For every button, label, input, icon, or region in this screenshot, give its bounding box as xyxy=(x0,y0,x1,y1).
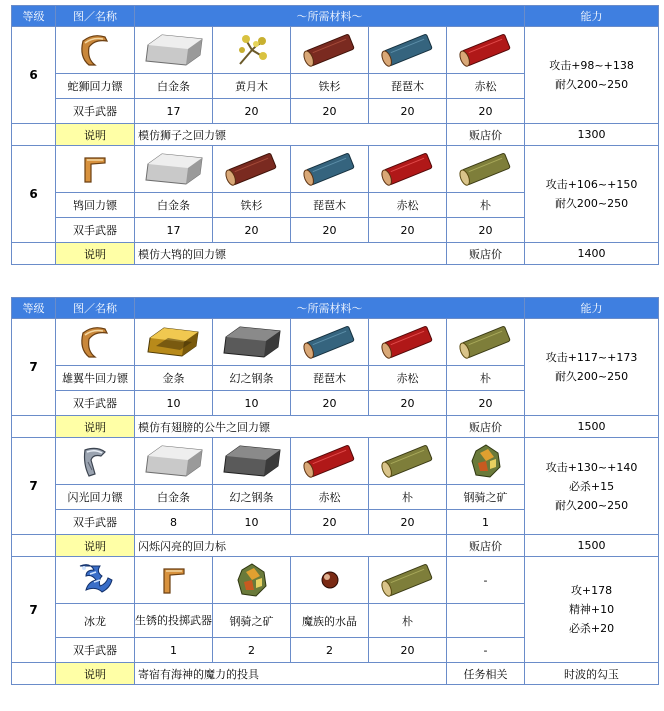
material-qty: 8 xyxy=(135,510,213,535)
pipa-log-icon xyxy=(369,27,447,74)
weapon-type: 双手武器 xyxy=(56,510,135,535)
material-qty: 20 xyxy=(291,99,369,124)
material-name: 琵琶木 xyxy=(369,74,447,99)
description-text: 模仿有翅膀的公牛之回力镖 xyxy=(135,416,447,438)
material-qty: 20 xyxy=(291,391,369,416)
explain-label: 说明 xyxy=(56,663,135,685)
weapon-name: 蛇狮回力镖 xyxy=(56,74,135,99)
empty-qty-dash: - xyxy=(447,638,525,663)
ability-line: 耐久200~250 xyxy=(554,370,629,383)
material-qty: 20 xyxy=(447,218,525,243)
recipe-description-row xyxy=(12,663,659,685)
crafting-table-1 xyxy=(11,5,659,265)
material-qty: 2 xyxy=(291,638,369,663)
ability-line: 必杀+15 xyxy=(568,479,615,493)
level-value: 6 xyxy=(12,27,56,124)
empty-material-dash: - xyxy=(447,557,525,604)
material-qty: 1 xyxy=(447,510,525,535)
material-qty: 20 xyxy=(369,391,447,416)
red-pine-log-icon xyxy=(369,146,447,193)
ability-line: 攻+178 xyxy=(570,584,613,597)
ability-cell xyxy=(525,319,659,416)
recipe-description-row xyxy=(12,535,659,557)
sell-price-label: 贩店价 xyxy=(447,243,525,265)
material-qty: 20 xyxy=(369,99,447,124)
level-value: 7 xyxy=(12,438,56,535)
material-qty: 20 xyxy=(291,510,369,535)
gold-bar-icon xyxy=(135,319,213,366)
sell-price-value: 1300 xyxy=(525,124,659,146)
level-value: 6 xyxy=(12,146,56,243)
material-qty: 10 xyxy=(135,391,213,416)
description-text: 闪烁闪亮的回力标 xyxy=(135,535,447,557)
material-qty: 20 xyxy=(213,218,291,243)
recipe-description-row xyxy=(12,243,659,265)
material-name: 金条 xyxy=(135,366,213,391)
material-name: 朴 xyxy=(369,604,447,638)
recipe-image-row xyxy=(12,146,659,193)
description-text: 寄宿有海神的魔力的投具 xyxy=(135,663,447,685)
platinum-bar-icon xyxy=(135,438,213,485)
recipe-description-row xyxy=(12,124,659,146)
materials-header: ～所需材料～ xyxy=(135,298,525,319)
weapon-type: 双手武器 xyxy=(56,99,135,124)
material-name: 黄月木 xyxy=(213,74,291,99)
boomerang-icon xyxy=(56,319,135,366)
ability-line: 精神+10 xyxy=(568,603,615,616)
weapon-type: 双手武器 xyxy=(56,391,135,416)
ability-header: 能力 xyxy=(525,6,659,27)
material-name: 赤松 xyxy=(369,193,447,218)
ability-cell xyxy=(525,27,659,124)
material-name: 朴 xyxy=(447,366,525,391)
material-qty: 17 xyxy=(135,218,213,243)
explain-label: 说明 xyxy=(56,416,135,438)
ability-line: 耐久200~250 xyxy=(554,498,629,512)
pu-log-icon xyxy=(369,557,447,604)
material-qty: 20 xyxy=(447,99,525,124)
ability-line: 攻击+98~+138 xyxy=(549,59,634,72)
material-qty: 1 xyxy=(135,638,213,663)
crafting-table-2 xyxy=(11,297,659,685)
description-text: 模仿狮子之回力镖 xyxy=(135,124,447,146)
steel-knight-ore-icon xyxy=(447,438,525,485)
recipe-image-row xyxy=(12,438,659,485)
platinum-bar-icon xyxy=(135,146,213,193)
ability-cell xyxy=(525,146,659,243)
ability-line: 耐久200~250 xyxy=(554,78,629,91)
level-value: 7 xyxy=(12,319,56,416)
pu-log-icon xyxy=(369,438,447,485)
red-pine-log-icon xyxy=(369,319,447,366)
ability-header: 能力 xyxy=(525,298,659,319)
yellow-moon-wood-icon xyxy=(213,27,291,74)
material-name: 赤松 xyxy=(291,485,369,510)
material-qty: 20 xyxy=(213,99,291,124)
picture-name-header: 图／名称 xyxy=(56,298,135,319)
material-qty: 10 xyxy=(213,510,291,535)
silver-boomerang-icon xyxy=(56,438,135,485)
sell-price-label: 贩店价 xyxy=(447,535,525,557)
material-qty: 2 xyxy=(213,638,291,663)
recipe-image-row xyxy=(12,557,659,604)
material-name: 白金条 xyxy=(135,193,213,218)
material-qty: 20 xyxy=(369,510,447,535)
ability-line: 攻击+106~+150 xyxy=(545,178,638,191)
material-name: 幻之钢条 xyxy=(213,485,291,510)
material-name: 赤松 xyxy=(369,366,447,391)
material-name: 钢骑之矿 xyxy=(213,604,291,638)
ability-line: 必杀+20 xyxy=(568,622,615,635)
pu-log-icon xyxy=(447,319,525,366)
material-qty: 10 xyxy=(213,391,291,416)
explain-label: 说明 xyxy=(56,243,135,265)
pipa-log-icon xyxy=(291,146,369,193)
material-qty: 20 xyxy=(447,391,525,416)
material-name: 铁杉 xyxy=(291,74,369,99)
phantom-steel-bar-icon xyxy=(213,438,291,485)
weapon-type: 双手武器 xyxy=(56,638,135,663)
red-pine-log-icon xyxy=(447,27,525,74)
table-header-row xyxy=(12,6,659,27)
rusty-boomerang-icon xyxy=(135,557,213,604)
pu-log-icon xyxy=(447,146,525,193)
sell-price-label: 贩店价 xyxy=(447,416,525,438)
iron-fir-log-icon xyxy=(291,27,369,74)
ability-line: 耐久200~250 xyxy=(554,197,629,210)
level-value: 7 xyxy=(12,557,56,663)
description-text: 模仿大鸨的回力镖 xyxy=(135,243,447,265)
material-name: 魔族的水晶 xyxy=(291,604,369,638)
ice-dragon-icon xyxy=(56,557,135,604)
level-header: 等级 xyxy=(12,6,56,27)
picture-name-header: 图／名称 xyxy=(56,6,135,27)
table-header-row xyxy=(12,298,659,319)
recipe-image-row xyxy=(12,319,659,366)
quest-related-label: 任务相关 xyxy=(447,663,525,685)
weapon-type: 双手武器 xyxy=(56,218,135,243)
recipe-description-row xyxy=(12,416,659,438)
demon-crystal-icon xyxy=(291,557,369,604)
explain-label: 说明 xyxy=(56,535,135,557)
steel-knight-ore-icon xyxy=(213,557,291,604)
material-name: 白金条 xyxy=(135,485,213,510)
weapon-name: 雄翼牛回力镖 xyxy=(56,366,135,391)
material-name: 朴 xyxy=(447,193,525,218)
weapon-name: 闪光回力镖 xyxy=(56,485,135,510)
ability-cell xyxy=(525,438,659,535)
platinum-bar-icon xyxy=(135,27,213,74)
sell-price-value: 1500 xyxy=(525,535,659,557)
explain-label: 说明 xyxy=(56,124,135,146)
material-qty: 20 xyxy=(369,638,447,663)
material-name: 幻之钢条 xyxy=(213,366,291,391)
material-name: 赤松 xyxy=(447,74,525,99)
material-qty: 17 xyxy=(135,99,213,124)
material-name: 白金条 xyxy=(135,74,213,99)
sell-price-value: 1500 xyxy=(525,416,659,438)
level-header: 等级 xyxy=(12,298,56,319)
quest-reward-value: 时波的勾玉 xyxy=(525,663,659,685)
ability-cell xyxy=(525,557,659,663)
iron-fir-log-icon xyxy=(213,146,291,193)
sell-price-label: 贩店价 xyxy=(447,124,525,146)
recipe-image-row xyxy=(12,27,659,74)
pipa-log-icon xyxy=(291,319,369,366)
phantom-steel-bar-icon xyxy=(213,319,291,366)
ability-line: 攻击+130~+140 xyxy=(545,460,638,474)
material-qty: 20 xyxy=(369,218,447,243)
weapon-name: 冰龙 xyxy=(56,604,135,638)
material-name: 铁杉 xyxy=(213,193,291,218)
red-pine-log-icon xyxy=(291,438,369,485)
sell-price-value: 1400 xyxy=(525,243,659,265)
weapon-name: 鸨回力镖 xyxy=(56,193,135,218)
materials-header: ～所需材料～ xyxy=(135,6,525,27)
material-qty: 20 xyxy=(291,218,369,243)
material-name: 琵琶木 xyxy=(291,193,369,218)
boomerang-icon xyxy=(56,146,135,193)
material-name: 生锈的投掷武器 xyxy=(135,604,213,638)
material-name: 钢骑之矿 xyxy=(447,485,525,510)
material-name: 琵琶木 xyxy=(291,366,369,391)
material-name: 朴 xyxy=(369,485,447,510)
boomerang-icon xyxy=(56,27,135,74)
ability-line: 攻击+117~+173 xyxy=(545,351,638,364)
